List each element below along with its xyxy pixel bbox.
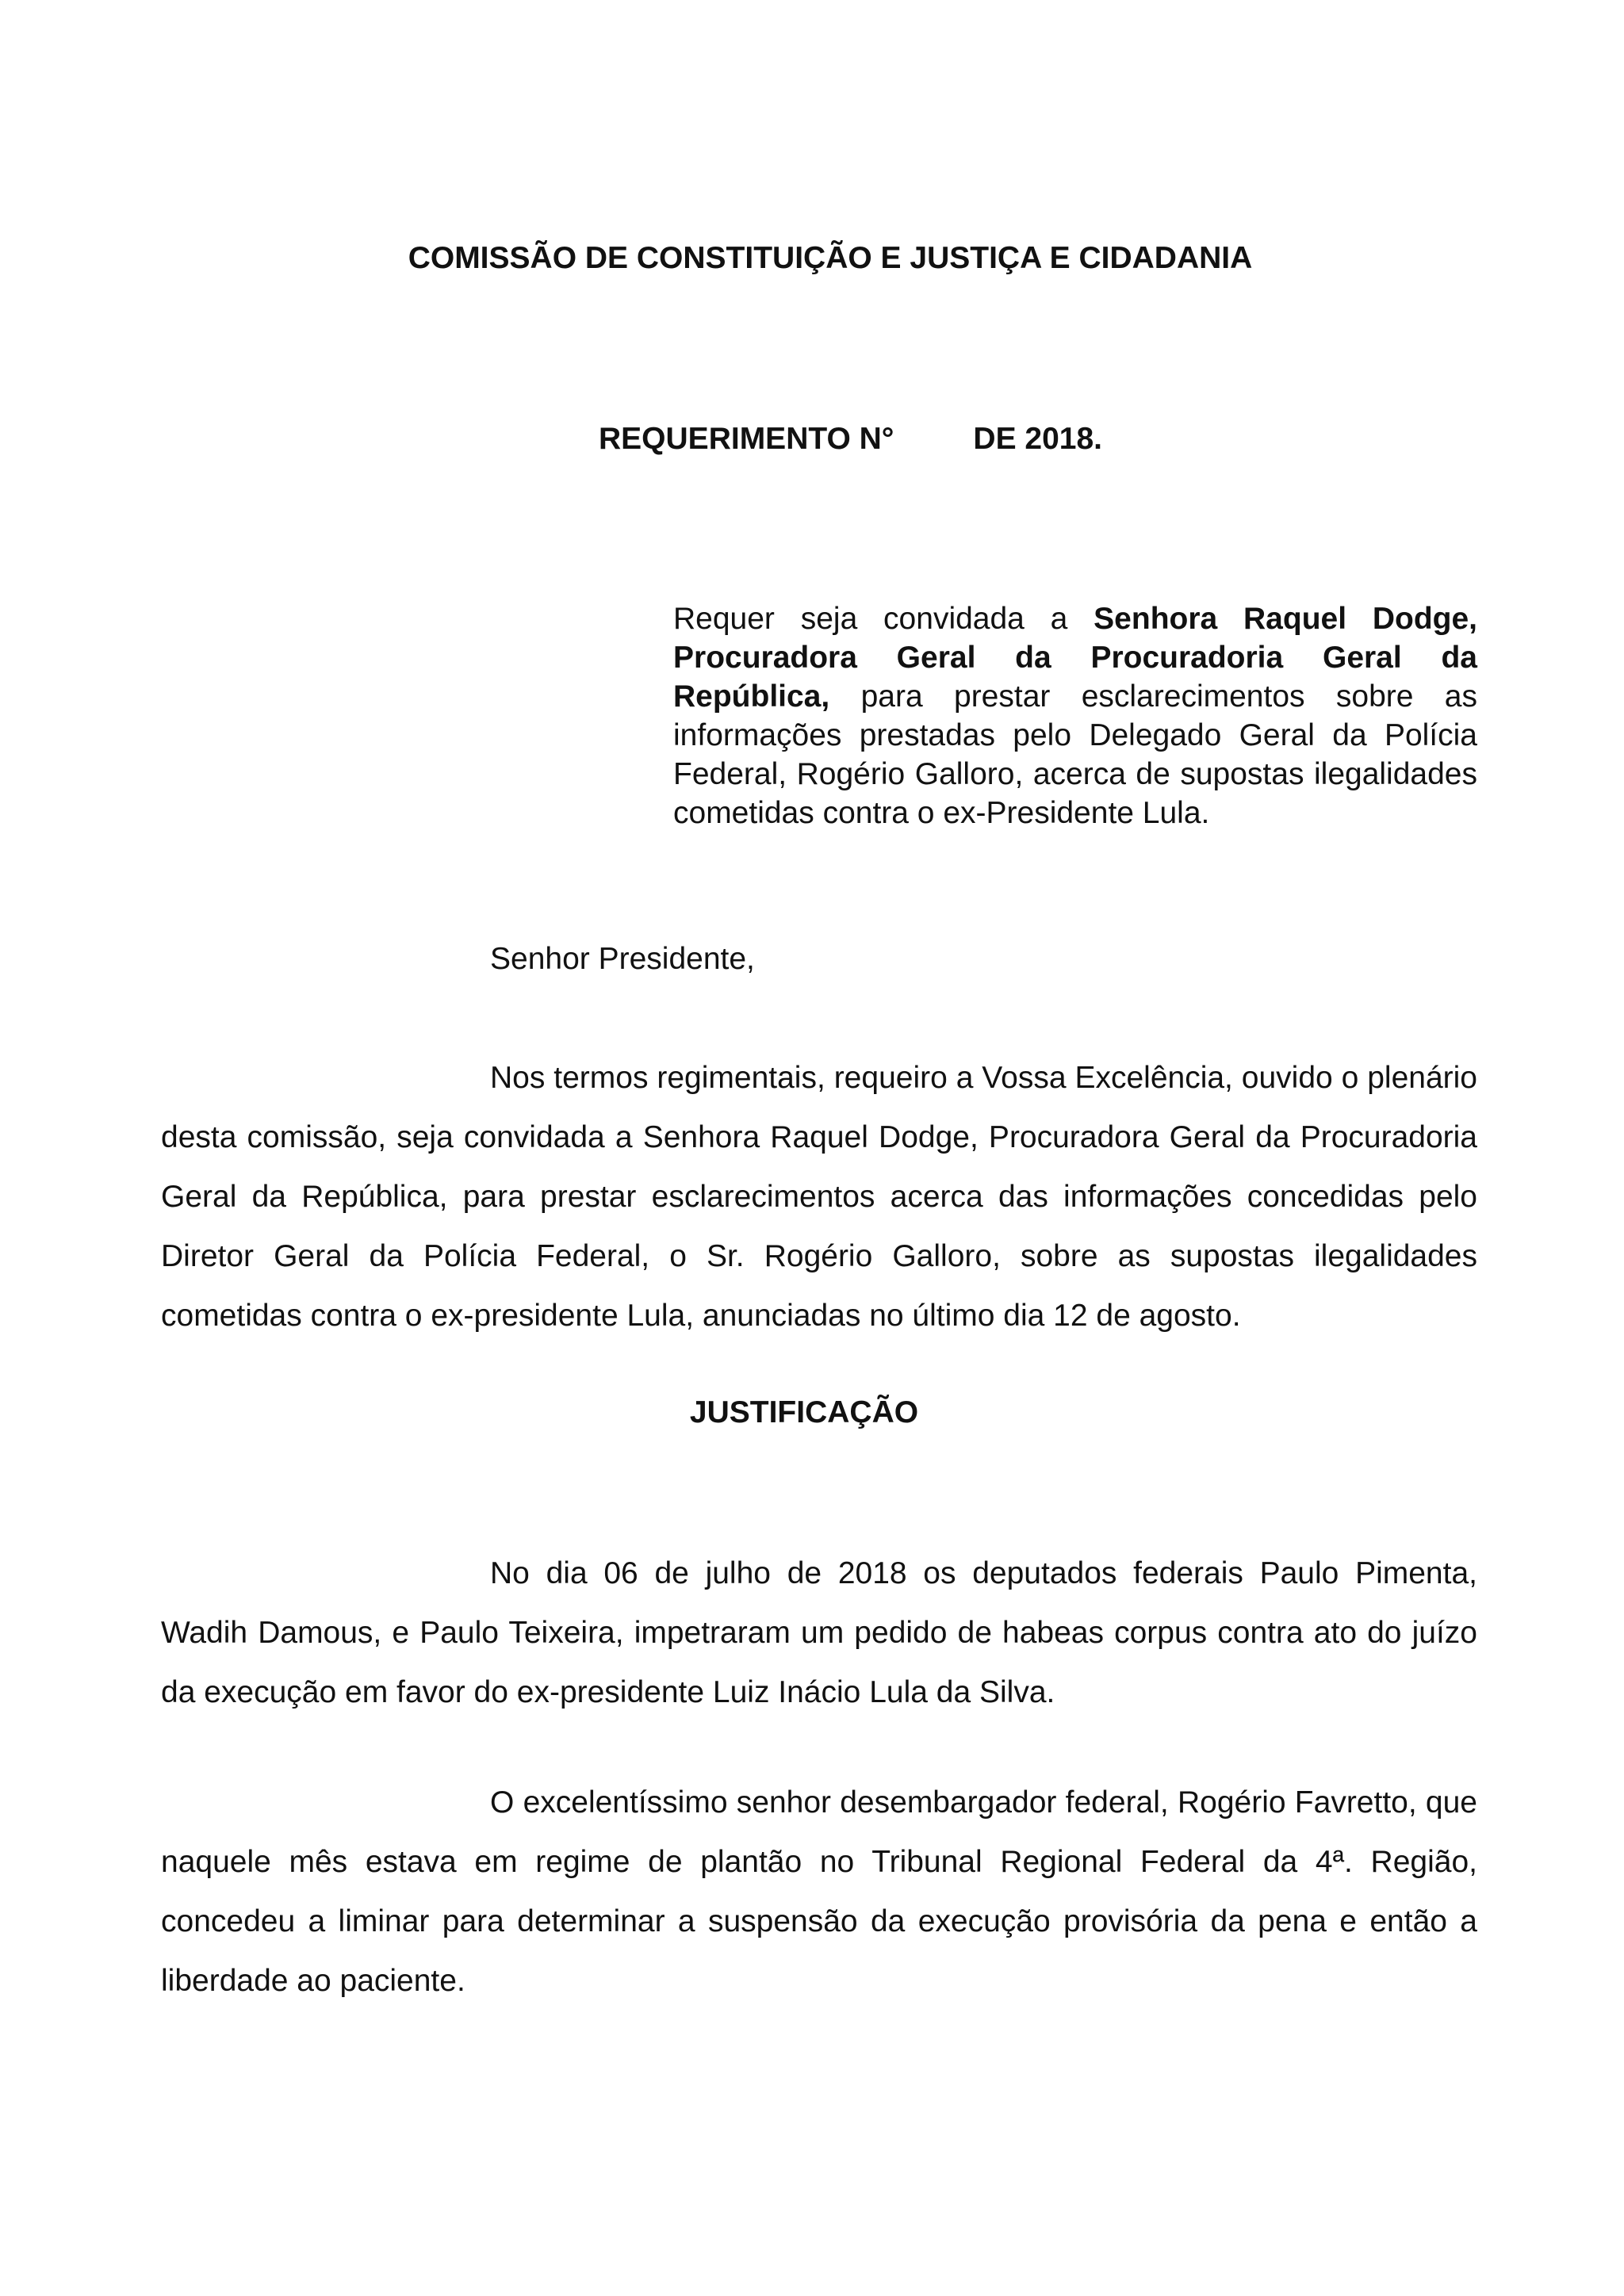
request-number-label: REQUERIMENTO N° bbox=[599, 422, 894, 456]
ementa bbox=[673, 599, 1477, 832]
ementa-bold: Senhora Raquel Dodge, Procuradora Geral da Procuradoria Geral da República, bbox=[673, 602, 1477, 714]
request-paragraph: Nos termos regimentais, requeiro a Vossa Excelência, ouvido o plenário desta comissão, seja convidada a Senhora Raquel Dodge, Procuradora Geral da Procuradoria Geral da República, para prestar esclarecimentos acerca das informações concedidas pelo Diretor Geral da Polícia Federal, o Sr. Rogério Galloro, sobre as supostas ilegalidades cometidas contra o ex-presidente Lula, anunciadas no último dia 12 de agosto. bbox=[161, 1061, 1477, 1333]
justification-paragraph: O excelentíssimo senhor desembargador federal, Rogério Favretto, que naquele mês estava em regime de plantão no Tribunal Regional Federal da 4ª. Região, concedeu a liminar para determinar a suspensão da execução provisória da pena e então a liberdade ao paciente. bbox=[161, 1785, 1477, 1998]
ementa-lead: Requer seja convidada a bbox=[673, 602, 1094, 636]
commission-title: COMISSÃO DE CONSTITUIÇÃO E JUSTIÇA E CIDADANIA bbox=[408, 241, 1253, 275]
justification-paragraph: No dia 06 de julho de 2018 os deputados federais Paulo Pimenta, Wadih Damous, e Paulo Teixeira, impetraram um pedido de habeas corpus contra ato do juízo da execução em favor do ex-presidente Luiz Inácio Lula da Silva. bbox=[161, 1556, 1477, 1709]
request-year-label: DE 2018. bbox=[973, 422, 1103, 456]
salutation: Senhor Presidente, bbox=[490, 942, 755, 976]
justification-title: JUSTIFICAÇÃO bbox=[689, 1395, 919, 1429]
request-title bbox=[599, 422, 1102, 457]
ementa-rest: para prestar esclarecimentos sobre as informações prestadas pelo Delegado Geral da Polícia Federal, Rogério Galloro, acerca de supostas ilegalidades cometidas contra o ex-Presidente Lula. bbox=[673, 679, 1477, 830]
